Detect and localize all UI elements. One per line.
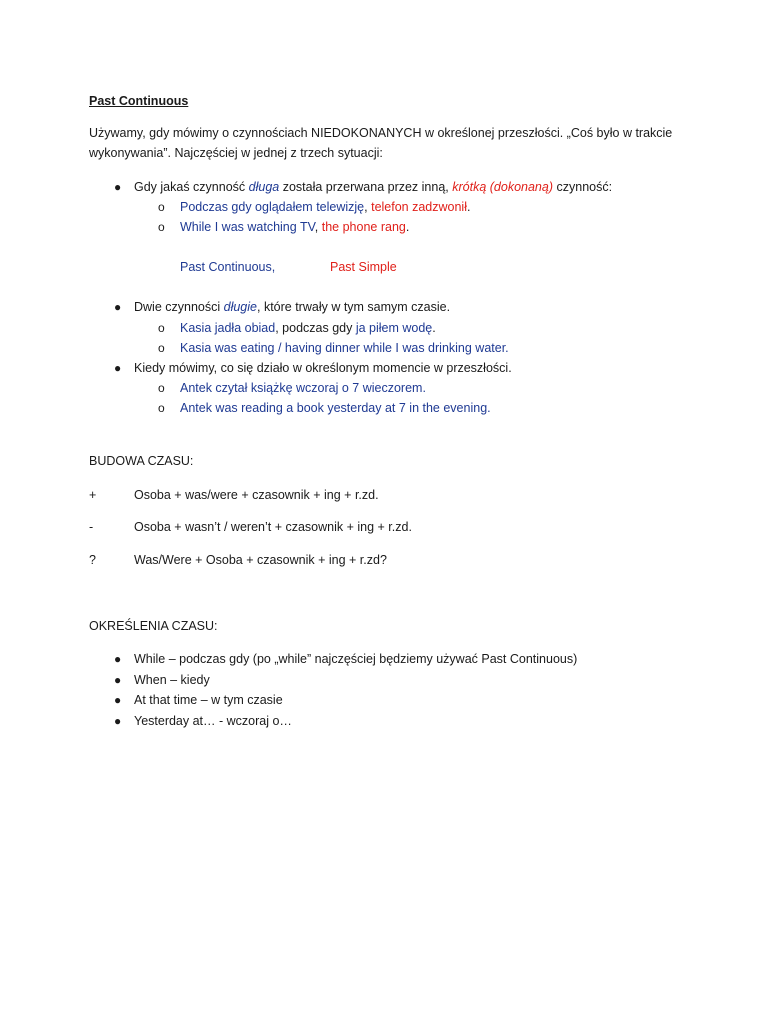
- sub-bullet-icon: o: [158, 401, 165, 415]
- bullet-1-text: [134, 179, 612, 195]
- structure-question: Was/Were + Osoba + czasownik + ing + r.zd?: [134, 553, 387, 567]
- period: .: [467, 200, 471, 214]
- example-connector: , podczas gdy: [275, 321, 356, 335]
- sub-bullet-icon: o: [158, 381, 165, 395]
- bullet-1-part: Gdy jakaś czynność: [134, 180, 249, 194]
- example-1-english: [180, 219, 409, 235]
- time-expression-item: While – podczas gdy (po „while” najczęściej będziemy używać Past Continuous): [134, 652, 578, 666]
- structure-negative: Osoba + wasn’t / weren’t + czasownik + ing + r.zd.: [134, 520, 412, 534]
- bullet-icon: ●: [114, 652, 122, 666]
- bullet-2-part: , które trwały w tym samym czasie.: [257, 300, 451, 314]
- structure-heading: BUDOWA CZASU:: [89, 454, 194, 468]
- example-2-polish: [180, 320, 436, 336]
- bullet-2-part: Dwie czynności: [134, 300, 224, 314]
- bullet-icon: ●: [114, 300, 122, 314]
- intro-line-2: wykonywania”. Najczęściej w jednej z trzech sytuacji:: [89, 146, 383, 160]
- legend-past-continuous: Past Continuous,: [180, 260, 276, 274]
- legend-past-simple: Past Simple: [330, 260, 397, 274]
- example-part: ja piłem wodę: [355, 321, 433, 335]
- page-title: Past Continuous: [89, 94, 189, 108]
- bullet-3-text: Kiedy mówimy, co się działo w określonym momencie w przeszłości.: [134, 361, 512, 375]
- sub-bullet-icon: o: [158, 341, 165, 355]
- bullet-2-text: [134, 299, 450, 315]
- bullet-icon: ●: [114, 361, 122, 375]
- bullet-1-part: została przerwana przez inną,: [279, 180, 453, 194]
- example-3-polish: Antek czytał książkę wczoraj o 7 wieczorem.: [180, 381, 426, 395]
- time-expression-item: At that time – w tym czasie: [134, 693, 283, 707]
- sub-bullet-icon: o: [158, 220, 165, 234]
- example-simple-part: the phone rang: [321, 220, 406, 234]
- example-3-english: Antek was reading a book yesterday at 7 in the evening.: [180, 401, 491, 415]
- bullet-1-part: czynność:: [553, 180, 613, 194]
- separator: ,: [364, 200, 372, 214]
- example-continuous-part: Podczas gdy oglądałem telewizję: [180, 200, 365, 214]
- period: .: [432, 321, 436, 335]
- example-continuous-part: While I was watching TV: [180, 220, 315, 234]
- bullet-1-emphasis-long: długa: [248, 180, 280, 194]
- example-part: Kasia jadła obiad: [180, 321, 276, 335]
- structure-positive: Osoba + was/were + czasownik + ing + r.zd.: [134, 488, 379, 502]
- structure-sign-question: ?: [89, 553, 96, 567]
- bullet-icon: ●: [114, 714, 122, 728]
- time-expression-item: Yesterday at… - wczoraj o…: [134, 714, 292, 728]
- structure-sign-negative: -: [89, 520, 94, 534]
- intro-line-1: Używamy, gdy mówimy o czynnościach NIEDOKONANYCH w określonej przeszłości. „Coś było w trakcie: [89, 126, 673, 140]
- bullet-1-emphasis-short: krótką (dokonaną): [452, 180, 554, 194]
- structure-sign-positive: +: [89, 488, 97, 502]
- separator: ,: [314, 220, 322, 234]
- bullet-icon: ●: [114, 673, 122, 687]
- time-expression-item: When – kiedy: [134, 673, 210, 687]
- example-simple-part: telefon zadzwonił: [371, 200, 467, 214]
- period: .: [405, 220, 410, 234]
- bullet-icon: ●: [114, 693, 122, 707]
- sub-bullet-icon: o: [158, 200, 165, 214]
- example-1-polish: [180, 199, 470, 215]
- bullet-icon: ●: [114, 180, 122, 194]
- sub-bullet-icon: o: [158, 321, 165, 335]
- bullet-2-emphasis: długie: [223, 300, 257, 314]
- time-expressions-heading: OKREŚLENIA CZASU:: [89, 619, 218, 633]
- example-2-english: Kasia was eating / having dinner while I was drinking water.: [180, 341, 509, 355]
